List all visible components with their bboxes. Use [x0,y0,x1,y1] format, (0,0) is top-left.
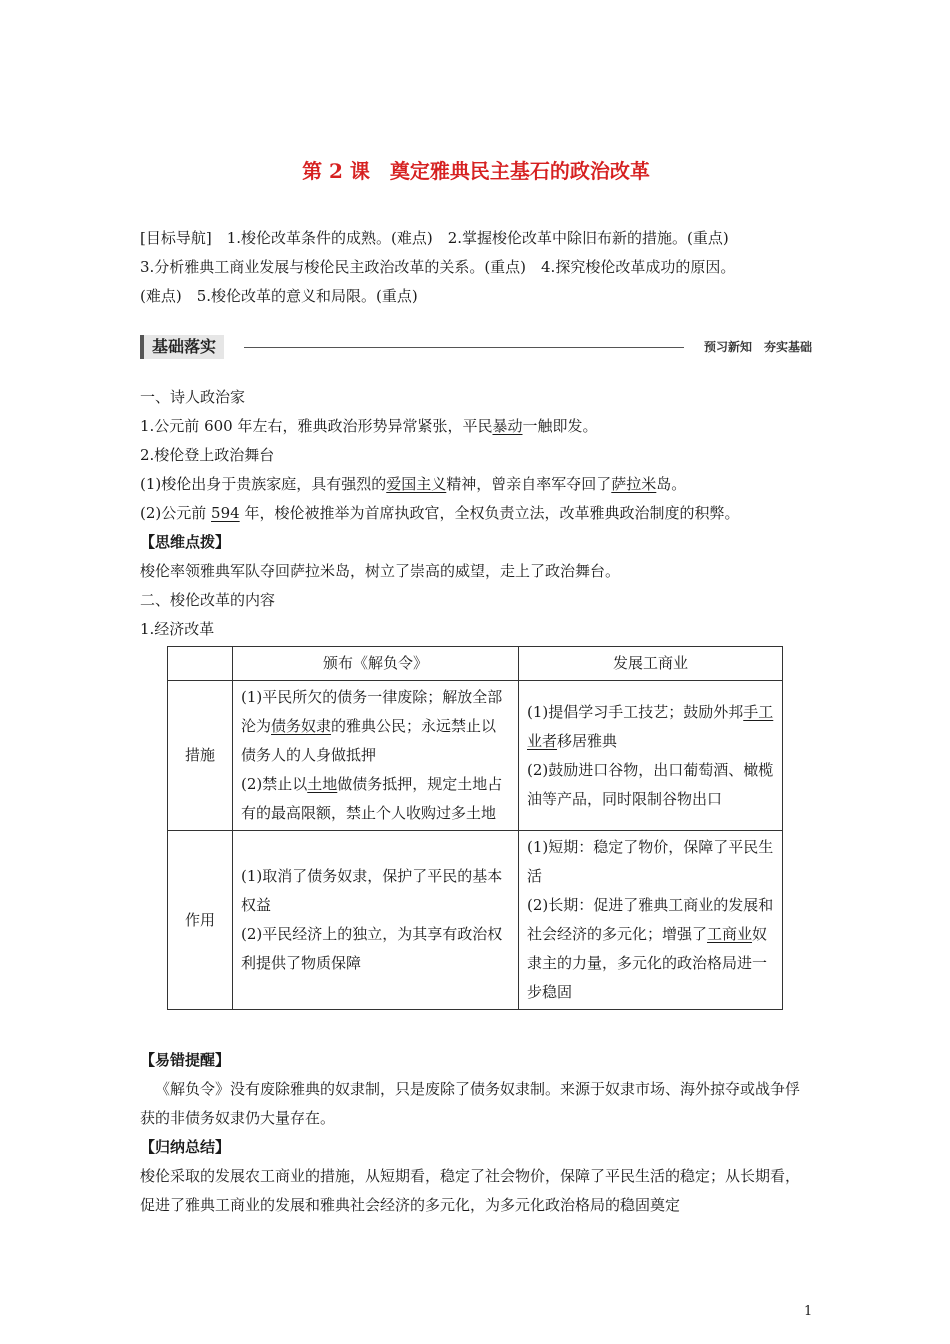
text: 1.公元前 600 年左右，雅典政治形势异常紧张，平民 [140,417,493,435]
paragraph-3 [140,470,812,499]
cell-line [241,683,510,770]
heading-part-1: 一、诗人政治家 [140,388,246,406]
main-content [140,383,812,1010]
blank-answer: 暴动 [492,417,523,435]
cell-line: (1)取消了债务奴隶，保护了平民的基本权益 [241,867,503,914]
text: 移居雅典 [557,731,618,750]
summary-heading: 【归纳总结】 [140,1138,231,1156]
text: 精神，曾亲自率军夺回了 [446,475,612,493]
cell-line [241,770,510,828]
heading-part-2: 二、梭伦改革的内容 [140,591,276,609]
warning-text: 《解负令》没有废除雅典的奴隶制，只是废除了债务奴隶制。来源于奴隶市场、海外掠夺或战争俘获的非债务奴隶仍大量存在。 [140,1080,801,1127]
text: (2)禁止以 [241,775,308,793]
section-header [140,335,812,361]
cell-line [527,698,774,756]
row-header: 措施 [168,681,233,831]
text: 奴隶主的力量，多元化的政治格局进一步稳固 [527,925,768,1001]
text: (2)公元前 [140,504,212,522]
table-cell [519,681,783,831]
section-subtitle: 预习新知 夯实基础 [703,340,812,354]
reform-table [167,646,783,1010]
blank-answer: 土地 [307,775,338,793]
warning-heading: 【易错提醒】 [140,1051,231,1069]
table-corner [168,647,233,681]
text: (1)提倡学习手工技艺；鼓励外邦 [527,702,744,721]
page-number: 1 [804,1304,813,1319]
text: 年，梭伦被推举为首席执政官，全权负责立法，改革雅典政治制度的积弊。 [239,504,740,522]
learning-goals [140,224,812,311]
text: (1)梭伦出身于贵族家庭，具有强烈的 [140,475,387,493]
blank-answer: 债务奴隶 [271,717,332,735]
summary-text: 梭伦采取的发展农工商业的措施，从短期看，稳定了社会物价，保障了平民生活的稳定；从长期看，促进了雅典工商业的发展和雅典社会经济的多元化，为多元化政治格局的稳固奠定 [140,1167,801,1214]
section-rule [244,347,684,348]
paragraph-1 [140,412,812,441]
text: (1)平民所欠的债务一律废除；解放全部沦为 [241,688,503,735]
blank-answer: 手工业者 [527,702,774,750]
text: 岛。 [656,475,687,493]
cell-line [527,891,774,1007]
paragraph-2: 2.梭伦登上政治舞台 [140,446,275,464]
text: 做债务抵押，规定土地占有的最高限额，禁止个人收购过多土地 [241,775,503,822]
notes-section [140,1046,812,1220]
tip-text: 梭伦率领雅典军队夺回萨拉米岛，树立了崇高的威望，走上了政治舞台。 [140,562,621,580]
page-title: 第 2 课 奠定雅典民主基石的政治改革 [302,159,650,183]
blank-answer: 爱国主义 [386,475,447,493]
tip-heading: 【思维点拨】 [140,533,231,551]
cell-line: (2)平民经济上的独立，为其享有政治权利提供了物质保障 [241,925,503,972]
blank-answer: 工商业 [707,925,753,943]
text: 的雅典公民；永远禁止以债务人的人身做抵押 [241,717,497,764]
column-header: 颁布《解负令》 [233,647,519,681]
paragraph-4 [140,499,812,528]
subheading-economic: 1.经济改革 [140,620,215,638]
row-header: 作用 [168,831,233,1010]
goals-line-2: 3.分析雅典工商业发展与梭伦民主政治改革的关系。(重点) 4.探究梭伦改革成功的原因。 [140,258,736,276]
blank-answer: 萨拉米 [611,475,657,493]
table-cell [233,681,519,831]
column-header: 发展工商业 [519,647,783,681]
cell-line: (2)鼓励进口谷物，出口葡萄酒、橄榄油等产品，同时限制谷物出口 [527,760,774,808]
text: (2)长期：促进了雅典工商业的发展和社会经济的多元化；增强了 [527,896,774,943]
cell-line: (1)短期：稳定了物价，保障了平民生活 [527,838,774,885]
table-cell [519,831,783,1010]
text: 一触即发。 [522,417,598,435]
table-header-row [168,647,783,681]
goals-line-1: [目标导航] 1.梭伦改革条件的成熟。(难点) 2.掌握梭伦改革中除旧布新的措施。(重点) [140,229,729,247]
table-cell [233,831,519,1010]
blank-answer: 594 [211,504,240,522]
table-row [168,831,783,1010]
table-row [168,681,783,831]
section-label: 基础落实 [140,335,224,359]
goals-line-3: (难点) 5.梭伦改革的意义和局限。(重点) [140,287,418,305]
